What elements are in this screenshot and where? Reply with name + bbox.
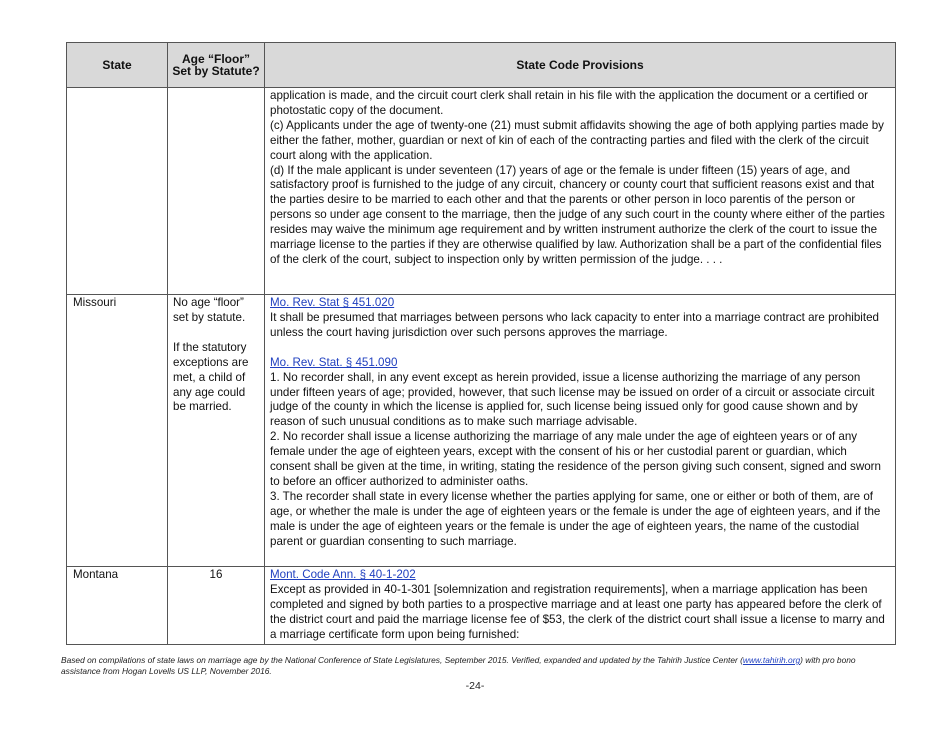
table-row-continuation [67,88,896,295]
provision-paragraph: (c) Applicants under the age of twenty-one (21) must submit affidavits showing the age of both applying parties made by either the father, mother, guardian or next of kin of each of the contracting parties and filed with the clerk of the circuit court along with the application. [270,118,884,162]
table-row-missouri [67,295,896,567]
header-state: State [67,43,168,88]
age-cell-empty [168,88,265,295]
statute-link-40-1-202[interactable]: Mont. Code Ann. § 40-1-202 [270,568,416,581]
age-cell-missouri [168,295,265,567]
table-row-montana [67,567,896,645]
statute-link-451-090[interactable]: Mo. Rev. Stat. § 451.090 [270,355,398,369]
provisions-cell-missouri [265,295,896,567]
provision-paragraph: 1. No recorder shall, in any event except as herein provided, issue a license authorizing the marriage of any person under fifteen years of age; provided, however, that such license may be issued on order of a circuit or associate circuit judge of the county in which the license is applied for, such license being issued only for good cause shown and by reason of such unusual conditions as to make such marriage advisable. [270,370,875,429]
provision-paragraph: 2. No recorder shall issue a license authorizing the marriage of any male under the age of eighteen years or of any female under the age of eighteen years, except with the consent of his or her custodial parent or guardian, which consent shall be given at the time, in writing, stating the residence of the person giving such consent, signed and sworn to before an officer authorized to administer oaths. [270,430,881,488]
footer-citation [61,655,897,676]
provision-paragraph: application is made, and the circuit court clerk shall retain in his file with the application the document or a certified or photostatic copy of the document. [270,89,869,117]
provision-paragraph: It shall be presumed that marriages between persons who lack capacity to enter into a marriage contract are prohibited unless the court having jurisdiction over such persons approves the marriage. [270,310,879,339]
tahirih-link[interactable]: www.tahirih.org [742,655,801,665]
provision-paragraph: 3. The recorder shall state in every license whether the parties applying for same, one or either or both of them, are of age, or whether the male is under the age of eighteen years or the female is under the age of eighteen years, and if the male is under the age of eighteen years or the female is under the age of eighteen years, the name of the custodial parent or guardian consenting to such marriage. [270,489,881,548]
page-number: -24- [465,680,485,692]
statute-link-451-020[interactable]: Mo. Rev. Stat § 451.020 [270,296,395,309]
provision-paragraph: (d) If the male applicant is under seventeen (17) years of age or the female is under fifteen (15) years of age, and satisfactory proof is furnished to the judge of any circuit, chancery or county court that sufficient reasons exist and that the parties desire to be married to each other and that the parents or other person in loco parentis of the person or persons so under age consent to the marriage, then the judge of any such court in the county where either of the parties resides may waive the minimum age requirement and by written instrument authorize the clerk of the court to issue the marriage license to the parties if they are otherwise qualified by law. Authorization shall be a part of the confidential files of the clerk of the court, subject to inspection only by written permission of the judge. . . . [270,163,885,266]
state-cell-empty [67,88,168,295]
footer-text: ) with pro bono assistance from Hogan Lovells US LLP, November 2016. [61,655,856,676]
state-cell-missouri: Missouri [67,295,168,567]
age-note: If the statutory exceptions are met, a child of any age could be married. [173,340,249,414]
header-age-floor: Age “Floor” Set by Statute? [168,43,265,88]
provisions-cell-montana [265,567,896,645]
age-note: No age “floor” set by statute. [173,296,246,324]
state-cell-montana: Montana [67,567,168,645]
provision-paragraph: Except as provided in 40-1-301 [solemnization and registration requirements], when a marriage application has been completed and signed by both parties to a prospective marriage and at least one party has appeared before the clerk of the district court and paid the marriage license fee of $53, the clerk of the district court shall issue a license to marry and a marriage certificate form upon being furnished: [270,582,885,641]
table-header-row [67,43,896,88]
provisions-cell-continuation [265,88,896,295]
footer-text: Based on compilations of state laws on marriage age by the National Conference of State Legislatures, September 2015. Verified, expanded and updated by the Tahirih Justice Center ( [61,655,743,665]
header-provisions: State Code Provisions [265,43,896,88]
marriage-age-table [66,42,896,645]
age-cell-montana: 16 [168,567,265,645]
